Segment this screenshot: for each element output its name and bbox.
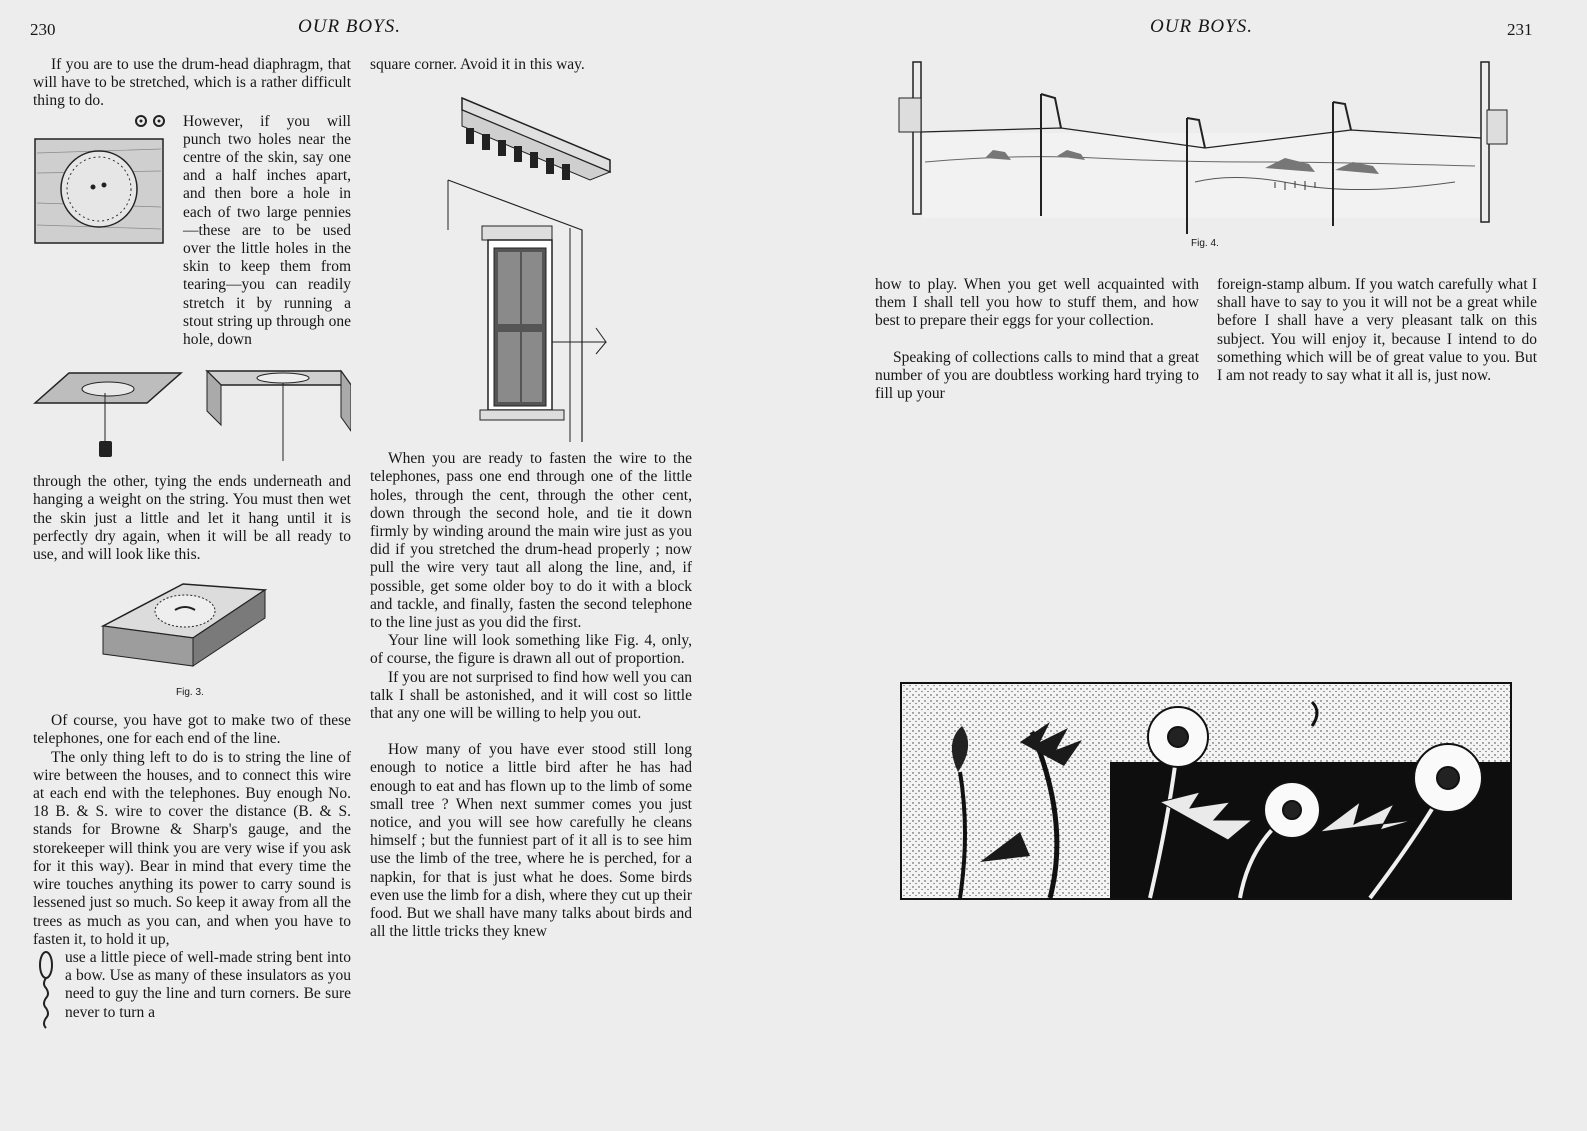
- right-page-header: OUR BOYS.: [1150, 16, 1253, 37]
- para-collections: Speaking of collections calls to mind that a great number of you are doubtless working hard trying to fill up your: [875, 348, 1199, 403]
- insulator-illustration: [33, 949, 59, 1041]
- right-page-number: 231: [1507, 20, 1533, 39]
- drum-skin-block: [33, 113, 351, 350]
- para-fig4-reference: Your line will look something like Fig. 4, only, of course, the figure is drawn all out of proportion.: [370, 632, 692, 668]
- para-drum-head: If you are to use the drum-head diaphragm, that will have to be stretched, which is a rather difficult thing to do.: [33, 56, 351, 110]
- para-square-corner: square corner. Avoid it in this way.: [370, 56, 585, 73]
- para-little-bird: How many of you have ever stood still long enough to notice a little bird after he has had enough to eat and has flown up to the limb of some small tree ? When next summer comes you just notice, and you will see how carefully he cleans himself ; but the funniest part of it all is to see him use the limb of the tree, where he is perched, for a napkin, for that is just what he does. Some birds even use the limb for a dish, where they cut up their food. But we shall have many talks about birds and all the little tricks they knew: [370, 741, 692, 941]
- left-column-2: [370, 56, 692, 941]
- dandelion-decorative-panel: [900, 682, 1512, 902]
- insulator-block: [33, 949, 351, 1022]
- stretch-diagrams: [33, 363, 351, 463]
- para-stamp-album: foreign-stamp album. If you watch carefully what I shall have to say to you it will not be a great while before I shall have a very pleasant talk on this subject. You will enjoy it, because I intend to do something which will be of great value to you. But I am not ready to say what it all is, just now.: [1217, 276, 1537, 385]
- para-how-to-play: how to play. When you get well acquainted with them I shall tell you how to stuff them, and how best to prepare their eggs for your collection.: [875, 276, 1199, 330]
- fig3-caption: Fig. 3.: [176, 687, 204, 699]
- para-insulators: use a little piece of well-made string bent into a bow. Use as many of these insulators as you need to guy the line and turn corners. Be sure never to turn a: [65, 948, 351, 1021]
- fig4-caption: Fig. 4.: [1191, 238, 1219, 249]
- para-fasten-wire: When you are ready to fasten the wire to the telephones, pass one end through one of the little holes, through the cent, through the other cent, down through the second hole, and tie it down firmly by winding around the main wire just as you did if you stretched the drum-head properly ; now pull the wire very taut all along the line, and, if possible, get some older boy to do it with a block and tackle, and finally, fasten the second telephone to the line just as you did the first.: [370, 450, 692, 632]
- para-tying-ends: through the other, tying the ends underneath and hanging a weight on the string. You must then wet the skin just a little and let it hang until it is perfectly dry again, when it will be all ready to use, and will look like this.: [33, 473, 351, 564]
- left-page-header: OUR BOYS.: [298, 16, 401, 37]
- right-column-1: [875, 276, 1199, 403]
- right-column-2: [1217, 276, 1537, 385]
- para-punch-holes: However, if you will punch two holes near the centre of the skin, say one and a half inches apart, and then bore a hole in each of two large pennies—these are to be used over the little holes in the skin to keep them from tearing—you can readily stretch it by running a stout string up through one hole, down: [183, 112, 351, 349]
- fig3-telephone-illustration: [33, 572, 351, 704]
- building-corner-illustration: [370, 80, 692, 442]
- para-two-telephones: Of course, you have got to make two of these telephones, one for each end of the line.: [33, 712, 351, 748]
- para-string-line: The only thing left to do is to string the line of wire between the houses, and to connect this wire at each end with the telephones. Buy enough No. 18 B. & S. wire to cover the distance (B. & S. stands for Browne & Sharp's gauge, and the storekeeper will think you are very wise if you ask for it this way). Bear in mind that every time the wire touches anything its power to carry sound is lessened just so much. So keep it away from all the trees as much as you can, and when you have to fasten it, to hold it up,: [33, 748, 351, 948]
- left-column-1: [33, 56, 351, 1041]
- fig4-telephone-line-illustration: [895, 58, 1515, 254]
- para-surprised: If you are not surprised to find how well you can talk I shall be astonished, and it will cost so little that any one will be willing to help you out.: [370, 668, 692, 723]
- drum-skin-illustration: [33, 113, 173, 253]
- left-page-number: 230: [30, 20, 56, 39]
